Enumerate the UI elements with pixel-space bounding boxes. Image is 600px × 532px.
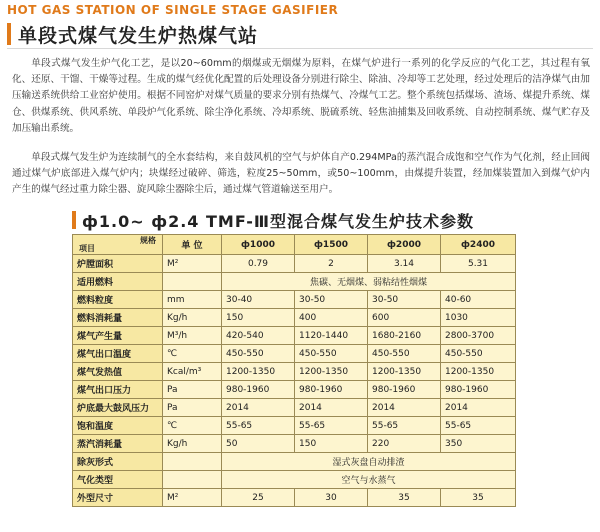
row-item-label: 煤气出口压力	[73, 381, 163, 399]
title-divider	[7, 48, 593, 49]
row-value-cell: 980-1960	[222, 381, 295, 399]
row-value-cell: 1680-2160	[368, 327, 441, 345]
row-value-cell: 450-550	[295, 345, 368, 363]
spec-table	[72, 234, 516, 507]
row-value-cell: 55-65	[295, 417, 368, 435]
row-unit: mm	[163, 291, 222, 309]
row-value-cell: 2014	[368, 399, 441, 417]
row-item-label: 气化类型	[73, 471, 163, 489]
table-row	[73, 363, 516, 381]
row-value-cell: 220	[368, 435, 441, 453]
row-item-label: 蒸汽消耗量	[73, 435, 163, 453]
row-unit	[163, 471, 222, 489]
row-unit: Pa	[163, 399, 222, 417]
row-value-cell: 150	[295, 435, 368, 453]
banner-title: HOT GAS STATION OF SINGLE STAGE GASIFIER	[7, 3, 339, 17]
header-model-1500: ф1500	[295, 235, 368, 255]
corner-spec-label: 规格	[140, 236, 156, 245]
table-row	[73, 327, 516, 345]
row-item-label: 除灰形式	[73, 453, 163, 471]
row-value-cell: 5.31	[441, 255, 516, 273]
row-item-label: 燃料粒度	[73, 291, 163, 309]
table-row	[73, 255, 516, 273]
row-value-cell: 25	[222, 489, 295, 507]
table-row	[73, 489, 516, 507]
row-value-cell: 40-60	[441, 291, 516, 309]
row-value-cell: 1120-1440	[295, 327, 368, 345]
row-value-cell: 350	[441, 435, 516, 453]
section-heading	[7, 21, 258, 47]
intro-paragraph-2: 单段式煤气发生炉为连续制气的全水套结构，来自鼓风机的空气与炉体自产0.294MPa的蒸汽混合成饱和空气作为气化剂，经止回阀通过煤气炉底部进入煤气炉内；块煤经过破碎、筛选，粒度25~50mm，或50~100mm，由煤提升装置，经加煤装置加入到煤气炉内产生的煤气经过重力除尘器、旋风除尘器除尘后，通过煤气管道输送至用户。	[12, 152, 590, 196]
table-row	[73, 417, 516, 435]
table-row	[73, 381, 516, 399]
row-unit: ℃	[163, 417, 222, 435]
row-value-cell: 30-40	[222, 291, 295, 309]
table-row	[73, 435, 516, 453]
row-value-cell: 2	[295, 255, 368, 273]
row-value-cell: 35	[368, 489, 441, 507]
header-corner-cell	[73, 235, 163, 255]
header-model-2400: ф2400	[441, 235, 516, 255]
row-unit: M²	[163, 489, 222, 507]
row-unit: M²	[163, 255, 222, 273]
row-value-cell: 450-550	[441, 345, 516, 363]
row-item-label: 煤气发热值	[73, 363, 163, 381]
row-item-label: 适用燃料	[73, 273, 163, 291]
row-value-cell: 450-550	[222, 345, 295, 363]
header-unit: 单 位	[163, 235, 222, 255]
row-unit: Kcal/m³	[163, 363, 222, 381]
row-value-cell: 980-1960	[441, 381, 516, 399]
row-value-cell: 55-65	[441, 417, 516, 435]
row-merged-value: 湿式灰盘自动排渣	[222, 453, 516, 471]
row-unit	[163, 453, 222, 471]
row-unit: M³/h	[163, 327, 222, 345]
row-value-cell: 1200-1350	[441, 363, 516, 381]
page-title: 单段式煤气发生炉热煤气站	[18, 24, 259, 47]
row-value-cell: 2014	[441, 399, 516, 417]
row-value-cell: 55-65	[222, 417, 295, 435]
row-value-cell: 1200-1350	[368, 363, 441, 381]
row-item-label: 炉膛面积	[73, 255, 163, 273]
table-row	[73, 273, 516, 291]
table-row	[73, 399, 516, 417]
spec-table-body	[73, 235, 516, 507]
row-value-cell: 2014	[295, 399, 368, 417]
table-row	[73, 309, 516, 327]
row-value-cell: 35	[441, 489, 516, 507]
table-row	[73, 471, 516, 489]
table-heading-accent-bar	[72, 211, 76, 229]
row-value-cell: 2800-3700	[441, 327, 516, 345]
row-value-cell: 2014	[222, 399, 295, 417]
row-unit: Kg/h	[163, 309, 222, 327]
row-merged-value: 焦碳、无烟煤、弱粘结性烟煤	[222, 273, 516, 291]
row-value-cell: 400	[295, 309, 368, 327]
row-item-label: 炉底最大鼓风压力	[73, 399, 163, 417]
row-value-cell: 150	[222, 309, 295, 327]
row-item-label: 外型尺寸	[73, 489, 163, 507]
row-value-cell: 1030	[441, 309, 516, 327]
row-value-cell: 1200-1350	[295, 363, 368, 381]
table-row	[73, 291, 516, 309]
corner-item-label: 项目	[79, 244, 95, 253]
header-model-1000: ф1000	[222, 235, 295, 255]
table-header-row	[73, 235, 516, 255]
row-value-cell: 30-50	[368, 291, 441, 309]
row-item-label: 煤气出口温度	[73, 345, 163, 363]
row-value-cell: 50	[222, 435, 295, 453]
row-unit: ℃	[163, 345, 222, 363]
table-heading	[72, 208, 474, 232]
row-unit	[163, 273, 222, 291]
row-value-cell: 420-540	[222, 327, 295, 345]
row-value-cell: 30	[295, 489, 368, 507]
row-value-cell: 450-550	[368, 345, 441, 363]
table-row	[73, 453, 516, 471]
row-value-cell: 55-65	[368, 417, 441, 435]
row-value-cell: 0.79	[222, 255, 295, 273]
row-item-label: 饱和温度	[73, 417, 163, 435]
row-value-cell: 980-1960	[295, 381, 368, 399]
row-item-label: 煤气产生量	[73, 327, 163, 345]
row-value-cell: 600	[368, 309, 441, 327]
intro-paragraph-1: 单段式煤气发生炉气化工艺，是以20~60mm的烟煤或无烟煤为原料，在煤气炉进行一系列的化学反应的气化工艺，其过程有氧化、还原、干馏、干燥等过程。生成的煤气经优化配置的后处理设备分别进行除尘、除油、冷却等工艺处理，经过处理后的洁净煤气由加压输送系统供给工业窑炉使用。根据不同窑炉对煤气质量的要求分别有热煤气、冷煤气工艺。整个系统包括煤场、渣场、煤提升系统、煤仓、供煤系统、供风系统、单段炉气化系统、除尘净化系统、冷却系统、脱硫系统、轻焦油捕集及回收系统、自动控制系统、煤气贮存及加压输出系统。	[12, 58, 590, 134]
row-item-label: 燃料消耗量	[73, 309, 163, 327]
row-value-cell: 30-50	[295, 291, 368, 309]
heading-accent-bar	[7, 23, 11, 45]
row-unit: Kg/h	[163, 435, 222, 453]
header-banner	[0, 0, 600, 20]
table-row	[73, 345, 516, 363]
header-model-2000: ф2000	[368, 235, 441, 255]
row-merged-value: 空气与水蒸气	[222, 471, 516, 489]
row-value-cell: 980-1960	[368, 381, 441, 399]
row-value-cell: 1200-1350	[222, 363, 295, 381]
row-value-cell: 3.14	[368, 255, 441, 273]
row-unit: Pa	[163, 381, 222, 399]
table-title: ф1.0~ ф2.4 TMF-Ⅲ型混合煤气发生炉技术参数	[82, 211, 475, 231]
